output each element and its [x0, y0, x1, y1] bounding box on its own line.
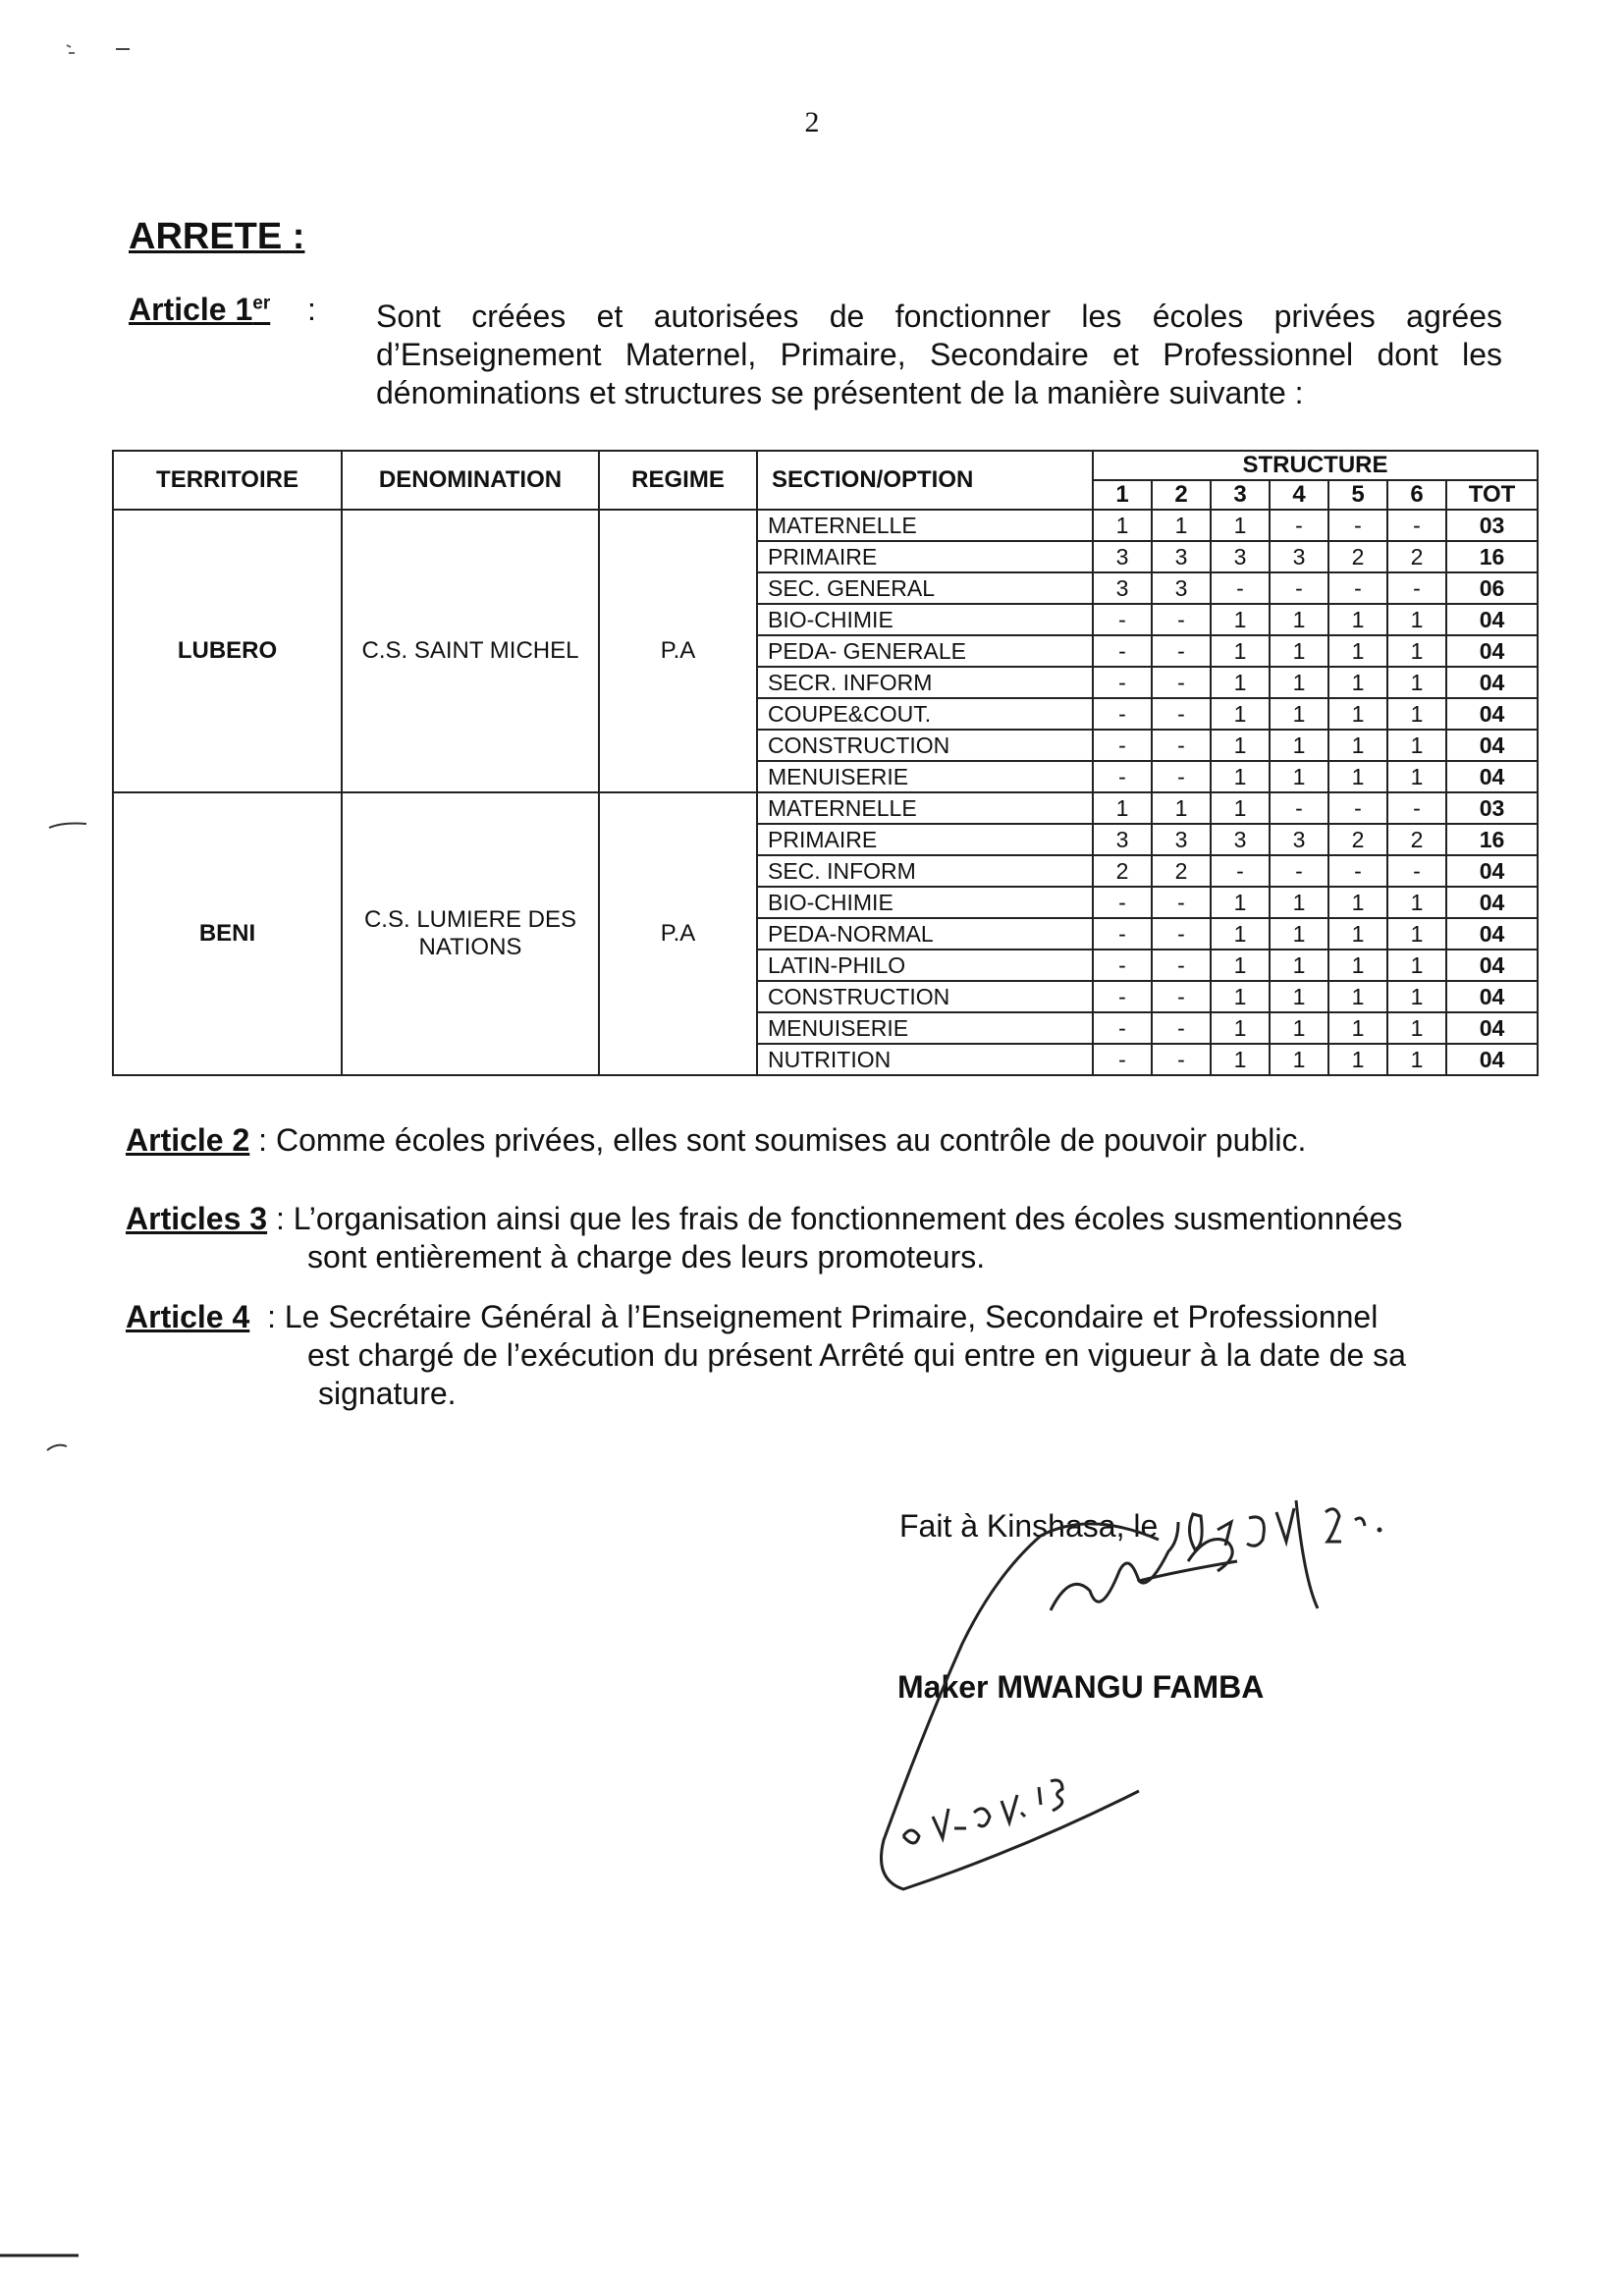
section-option-cell: CONSTRUCTION — [757, 981, 1093, 1012]
total-cell: 04 — [1446, 918, 1538, 950]
article-4-label: Article 4 — [126, 1299, 250, 1334]
class-1-cell: - — [1093, 635, 1152, 667]
class-3-cell: 1 — [1211, 950, 1270, 981]
section-option-cell: PEDA-NORMAL — [757, 918, 1093, 950]
class-6-cell: 1 — [1387, 1044, 1446, 1075]
article-1-label-text: Article 1 — [129, 292, 253, 327]
article-1-colon: : — [307, 292, 316, 327]
class-1-cell: - — [1093, 1044, 1152, 1075]
total-cell: 04 — [1446, 855, 1538, 887]
class-1-cell: 2 — [1093, 855, 1152, 887]
regime-cell: P.A — [599, 792, 757, 1075]
class-1-cell: - — [1093, 981, 1152, 1012]
total-cell: 04 — [1446, 887, 1538, 918]
total-cell: 04 — [1446, 981, 1538, 1012]
article-4-line-1: : Le Secrétaire Général à l’Enseignement Primaire, Secondaire et Professionnel — [267, 1299, 1379, 1334]
territory-cell: BENI — [113, 792, 342, 1075]
class-3-cell: 1 — [1211, 604, 1270, 635]
class-4-cell: 1 — [1270, 981, 1328, 1012]
class-1-cell: 3 — [1093, 541, 1152, 572]
class-4-cell: 1 — [1270, 950, 1328, 981]
class-5-cell: 1 — [1328, 730, 1387, 761]
class-1-cell: 3 — [1093, 572, 1152, 604]
class-4-cell: 1 — [1270, 1044, 1328, 1075]
class-1-cell: 1 — [1093, 510, 1152, 541]
article-3 — [126, 1200, 1540, 1276]
class-4-cell: 3 — [1270, 541, 1328, 572]
class-4-cell: 1 — [1270, 635, 1328, 667]
header-regime: REGIME — [599, 451, 757, 510]
decree-heading: ARRETE : — [129, 216, 305, 257]
article-1-label-sup: er — [252, 293, 271, 314]
class-6-cell: 1 — [1387, 698, 1446, 730]
class-4-cell: 1 — [1270, 761, 1328, 792]
article-3-line-1: : L’organisation ainsi que les frais de fonctionnement des écoles susmentionnées — [275, 1201, 1403, 1236]
section-option-cell: CONSTRUCTION — [757, 730, 1093, 761]
section-option-cell: COUPE&COUT. — [757, 698, 1093, 730]
section-option-cell: BIO-CHIMIE — [757, 604, 1093, 635]
class-3-cell: - — [1211, 572, 1270, 604]
class-1-cell: - — [1093, 887, 1152, 918]
class-5-cell: 1 — [1328, 887, 1387, 918]
class-2-cell: 3 — [1152, 572, 1211, 604]
class-2-cell: - — [1152, 887, 1211, 918]
class-6-cell: 1 — [1387, 887, 1446, 918]
class-4-cell: 1 — [1270, 918, 1328, 950]
class-6-cell: 1 — [1387, 918, 1446, 950]
class-5-cell: 1 — [1328, 667, 1387, 698]
header-class-1: 1 — [1093, 480, 1152, 510]
total-cell: 04 — [1446, 950, 1538, 981]
header-class-2: 2 — [1152, 480, 1211, 510]
class-5-cell: 1 — [1328, 1044, 1387, 1075]
article-4 — [126, 1298, 1540, 1413]
class-6-cell: 2 — [1387, 824, 1446, 855]
class-3-cell: 1 — [1211, 761, 1270, 792]
class-2-cell: 2 — [1152, 855, 1211, 887]
class-3-cell: 1 — [1211, 918, 1270, 950]
class-4-cell: - — [1270, 510, 1328, 541]
class-3-cell: - — [1211, 855, 1270, 887]
header-class-4: 4 — [1270, 480, 1328, 510]
total-cell: 03 — [1446, 792, 1538, 824]
class-1-cell: - — [1093, 730, 1152, 761]
class-2-cell: - — [1152, 1044, 1211, 1075]
regime-cell: P.A — [599, 510, 757, 792]
class-5-cell: - — [1328, 792, 1387, 824]
territory-cell: LUBERO — [113, 510, 342, 792]
class-5-cell: - — [1328, 855, 1387, 887]
class-1-cell: - — [1093, 950, 1152, 981]
class-1-cell: - — [1093, 1012, 1152, 1044]
article-3-line-2: sont entièrement à charge des leurs promoteurs. — [307, 1239, 986, 1275]
section-option-cell: SECR. INFORM — [757, 667, 1093, 698]
section-option-cell: PRIMAIRE — [757, 824, 1093, 855]
class-6-cell: - — [1387, 510, 1446, 541]
section-option-cell: MATERNELLE — [757, 792, 1093, 824]
class-6-cell: 1 — [1387, 604, 1446, 635]
header-class-3: 3 — [1211, 480, 1270, 510]
class-1-cell: - — [1093, 698, 1152, 730]
class-5-cell: 1 — [1328, 604, 1387, 635]
page-number: 2 — [804, 106, 820, 138]
class-2-cell: 1 — [1152, 792, 1211, 824]
article-4-line-2: est chargé de l’exécution du présent Arrêté qui entre en vigueur à la date de sa — [307, 1337, 1406, 1373]
class-3-cell: 1 — [1211, 792, 1270, 824]
total-cell: 04 — [1446, 635, 1538, 667]
section-option-cell: SEC. GENERAL — [757, 572, 1093, 604]
class-2-cell: - — [1152, 635, 1211, 667]
section-option-cell: MENUISERIE — [757, 1012, 1093, 1044]
class-4-cell: 1 — [1270, 698, 1328, 730]
class-2-cell: - — [1152, 950, 1211, 981]
total-cell: 06 — [1446, 572, 1538, 604]
class-2-cell: - — [1152, 981, 1211, 1012]
class-4-cell: 1 — [1270, 887, 1328, 918]
class-4-cell: - — [1270, 792, 1328, 824]
class-6-cell: 2 — [1387, 541, 1446, 572]
total-cell: 04 — [1446, 1012, 1538, 1044]
class-5-cell: 1 — [1328, 1012, 1387, 1044]
class-2-cell: 3 — [1152, 824, 1211, 855]
class-3-cell: 1 — [1211, 730, 1270, 761]
class-1-cell: - — [1093, 667, 1152, 698]
class-5-cell: - — [1328, 510, 1387, 541]
total-cell: 03 — [1446, 510, 1538, 541]
article-2 — [126, 1121, 1540, 1160]
table-row — [113, 510, 1538, 541]
header-section-option: SECTION/OPTION — [757, 451, 1093, 510]
class-3-cell: 1 — [1211, 635, 1270, 667]
class-3-cell: 1 — [1211, 887, 1270, 918]
article-2-text: : Comme écoles privées, elles sont soumises au contrôle de pouvoir public. — [258, 1122, 1307, 1158]
header-structure: STRUCTURE — [1093, 451, 1538, 480]
article-1-label — [129, 292, 270, 328]
total-cell: 04 — [1446, 730, 1538, 761]
signature-place-date: Fait à Kinshasa, le — [899, 1508, 1159, 1544]
class-5-cell: 2 — [1328, 824, 1387, 855]
class-5-cell: 1 — [1328, 698, 1387, 730]
class-2-cell: - — [1152, 667, 1211, 698]
header-denomination: DENOMINATION — [342, 451, 599, 510]
class-4-cell: 1 — [1270, 667, 1328, 698]
class-3-cell: 3 — [1211, 824, 1270, 855]
class-3-cell: 3 — [1211, 541, 1270, 572]
class-2-cell: - — [1152, 730, 1211, 761]
handwritten-signature — [864, 1463, 1414, 1915]
total-cell: 04 — [1446, 761, 1538, 792]
header-class-5: 5 — [1328, 480, 1387, 510]
class-4-cell: - — [1270, 572, 1328, 604]
class-6-cell: 1 — [1387, 730, 1446, 761]
class-5-cell: 1 — [1328, 635, 1387, 667]
class-5-cell: 1 — [1328, 761, 1387, 792]
section-option-cell: PRIMAIRE — [757, 541, 1093, 572]
class-6-cell: 1 — [1387, 761, 1446, 792]
class-4-cell: 1 — [1270, 604, 1328, 635]
class-1-cell: - — [1093, 761, 1152, 792]
section-option-cell: PEDA- GENERALE — [757, 635, 1093, 667]
school-structure-table — [112, 450, 1539, 1076]
class-5-cell: 1 — [1328, 950, 1387, 981]
section-option-cell: NUTRITION — [757, 1044, 1093, 1075]
class-5-cell: 1 — [1328, 981, 1387, 1012]
class-3-cell: 1 — [1211, 981, 1270, 1012]
class-6-cell: - — [1387, 792, 1446, 824]
header-territoire: TERRITOIRE — [113, 451, 342, 510]
class-6-cell: 1 — [1387, 1012, 1446, 1044]
class-5-cell: - — [1328, 572, 1387, 604]
section-option-cell: LATIN-PHILO — [757, 950, 1093, 981]
total-cell: 04 — [1446, 698, 1538, 730]
class-5-cell: 2 — [1328, 541, 1387, 572]
total-cell: 16 — [1446, 541, 1538, 572]
total-cell: 04 — [1446, 667, 1538, 698]
class-6-cell: - — [1387, 572, 1446, 604]
class-1-cell: 1 — [1093, 792, 1152, 824]
article-2-label: Article 2 — [126, 1122, 250, 1158]
article-4-line-3: signature. — [318, 1376, 457, 1411]
class-6-cell: - — [1387, 855, 1446, 887]
class-5-cell: 1 — [1328, 918, 1387, 950]
signatory-name: Maker MWANGU FAMBA — [897, 1669, 1265, 1705]
total-cell: 04 — [1446, 1044, 1538, 1075]
denomination-cell: C.S. SAINT MICHEL — [342, 510, 599, 792]
class-3-cell: 1 — [1211, 1012, 1270, 1044]
class-1-cell: - — [1093, 918, 1152, 950]
class-3-cell: 1 — [1211, 1044, 1270, 1075]
class-2-cell: - — [1152, 918, 1211, 950]
section-option-cell: SEC. INFORM — [757, 855, 1093, 887]
table-row — [113, 792, 1538, 824]
class-6-cell: 1 — [1387, 981, 1446, 1012]
class-6-cell: 1 — [1387, 635, 1446, 667]
total-cell: 04 — [1446, 604, 1538, 635]
class-2-cell: - — [1152, 698, 1211, 730]
class-4-cell: 1 — [1270, 1012, 1328, 1044]
section-option-cell: MATERNELLE — [757, 510, 1093, 541]
class-4-cell: 3 — [1270, 824, 1328, 855]
section-option-cell: MENUISERIE — [757, 761, 1093, 792]
class-6-cell: 1 — [1387, 667, 1446, 698]
class-2-cell: - — [1152, 761, 1211, 792]
class-2-cell: - — [1152, 604, 1211, 635]
class-2-cell: - — [1152, 1012, 1211, 1044]
class-4-cell: - — [1270, 855, 1328, 887]
header-class-tot: TOT — [1446, 480, 1538, 510]
section-option-cell: BIO-CHIMIE — [757, 887, 1093, 918]
class-6-cell: 1 — [1387, 950, 1446, 981]
class-4-cell: 1 — [1270, 730, 1328, 761]
total-cell: 16 — [1446, 824, 1538, 855]
class-1-cell: - — [1093, 604, 1152, 635]
article-1-text: Sont créées et autorisées de fonctionner les écoles privées agrées d’Enseignement Maternel, Primaire, Secondaire et Professionnel dont les dénominations et structures se présentent de la manière suivante : — [376, 299, 1502, 410]
class-2-cell: 1 — [1152, 510, 1211, 541]
denomination-cell: C.S. LUMIERE DES NATIONS — [342, 792, 599, 1075]
class-2-cell: 3 — [1152, 541, 1211, 572]
article-3-label: Articles 3 — [126, 1201, 268, 1236]
header-class-6: 6 — [1387, 480, 1446, 510]
class-3-cell: 1 — [1211, 667, 1270, 698]
class-3-cell: 1 — [1211, 698, 1270, 730]
class-3-cell: 1 — [1211, 510, 1270, 541]
class-1-cell: 3 — [1093, 824, 1152, 855]
